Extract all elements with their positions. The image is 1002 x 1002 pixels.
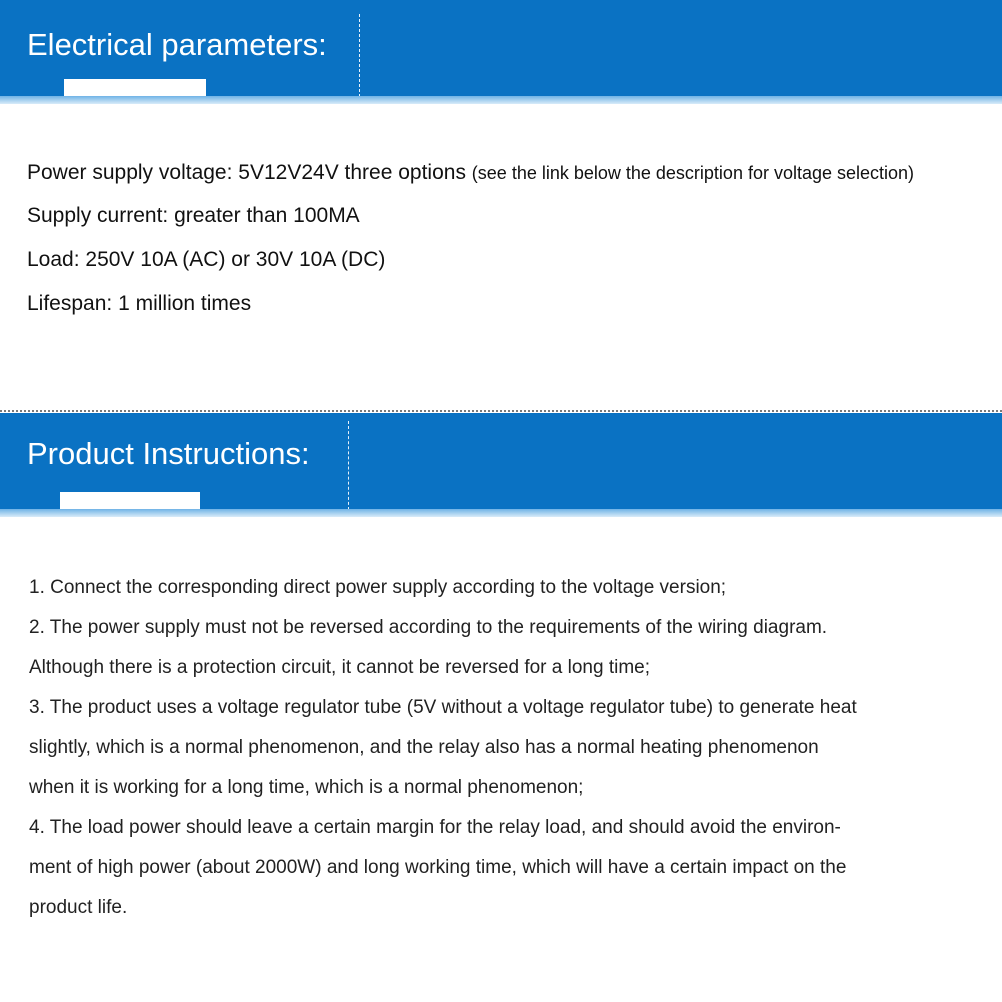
banner-tab: [64, 79, 206, 96]
electrical-parameters-title: Electrical parameters:: [27, 27, 327, 62]
banner-underline: [0, 509, 1002, 517]
instructions-text: [29, 568, 994, 928]
instruction-line: when it is working for a long time, which is a normal phenomenon;: [29, 777, 584, 798]
instruction-line: 2. The power supply must not be reversed according to the requirements of the wiring diagram.: [29, 617, 828, 638]
instruction-line: ment of high power (about 2000W) and long working time, which will have a certain impact on the: [29, 857, 847, 878]
param-voltage-note: (see the link below the description for voltage selection): [471, 163, 915, 183]
param-lifespan: Lifespan: 1 million times: [27, 292, 252, 315]
param-voltage-main: Power supply voltage: 5V12V24V three options: [27, 161, 466, 184]
section-divider: [0, 410, 1002, 412]
param-voltage: [27, 161, 914, 185]
param-load: Load: 250V 10A (AC) or 30V 10A (DC): [27, 248, 386, 271]
banner-divider: [348, 421, 349, 515]
banner-divider: [359, 14, 360, 102]
banner-tab: [60, 492, 200, 509]
param-current: Supply current: greater than 100MA: [27, 204, 360, 227]
banner-underline: [0, 96, 1002, 104]
instruction-line: 3. The product uses a voltage regulator tube (5V without a voltage regulator tube) to generate heat: [29, 697, 857, 718]
instruction-line: product life.: [29, 897, 128, 918]
instruction-line: 4. The load power should leave a certain margin for the relay load, and should avoid the environ-: [29, 817, 841, 838]
electrical-parameters-banner: [0, 0, 1002, 96]
product-instructions-banner: [0, 413, 1002, 509]
instruction-line: slightly, which is a normal phenomenon, and the relay also has a normal heating phenomenon: [29, 737, 819, 758]
product-instructions-title: Product Instructions:: [27, 436, 310, 471]
instruction-line: 1. Connect the corresponding direct power supply according to the voltage version;: [29, 577, 727, 598]
instruction-line: Although there is a protection circuit, it cannot be reversed for a long time;: [29, 657, 650, 678]
